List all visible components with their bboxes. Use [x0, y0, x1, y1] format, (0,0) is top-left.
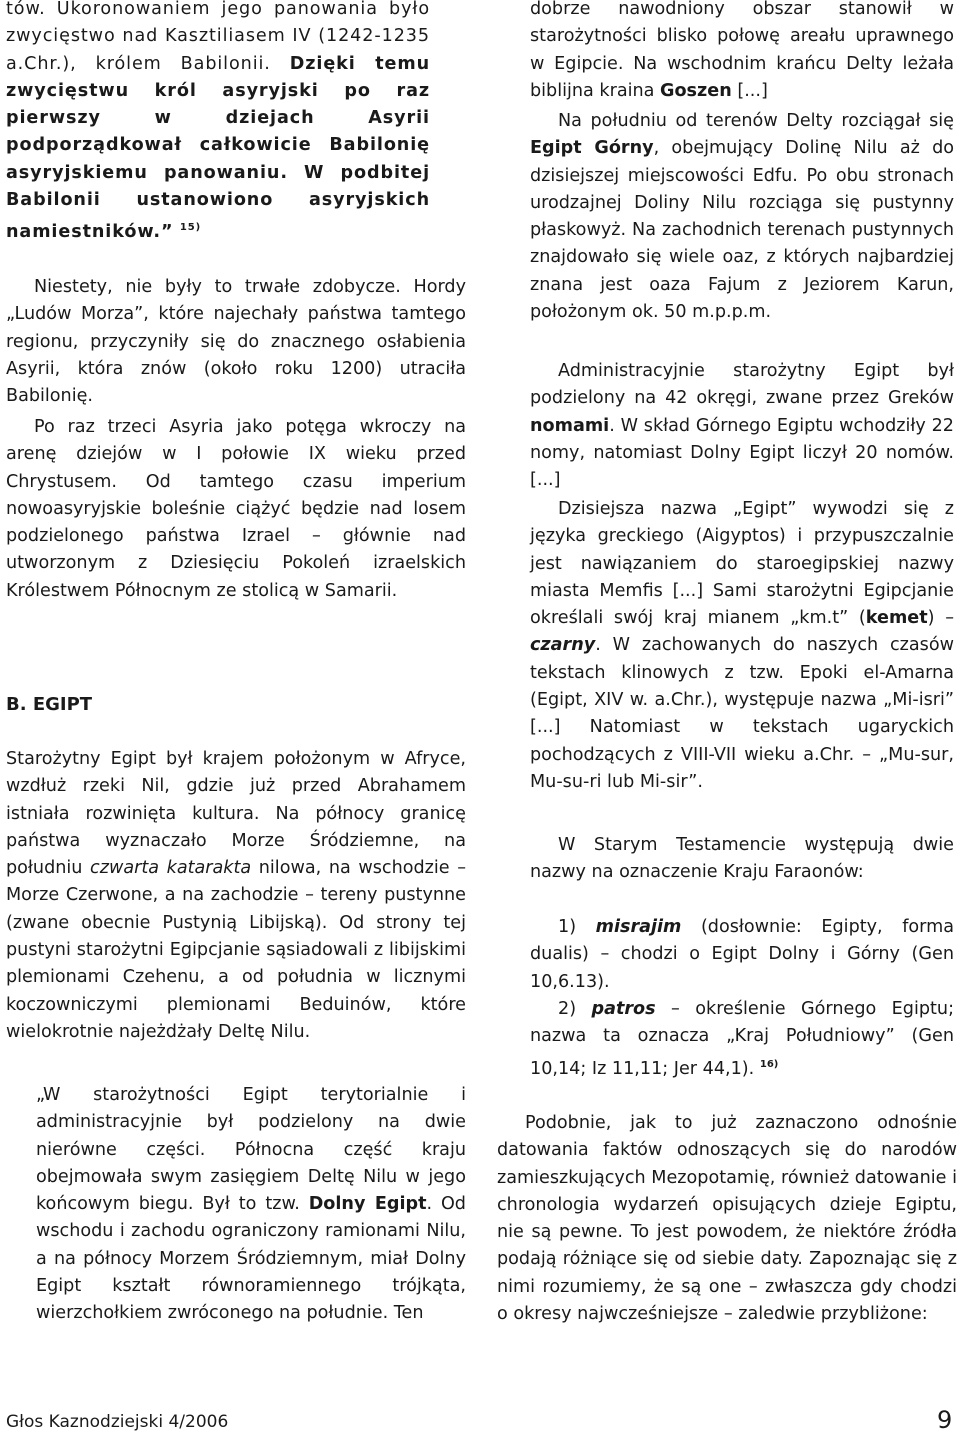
- term-patros: patros: [591, 999, 656, 1019]
- cataract-term: czwarta katarakta: [90, 858, 252, 879]
- section-heading-egipt: B. EGIPT: [6, 694, 93, 715]
- quote-upper-egypt: Na południu od terenów Delty rozciągał się Egipt Górny, obejmujący Dolinę Nilu aż do dzisiejszej miejscowości Edfu. Po obu stronach urodzajnej Doliny Nilu rozciąga się pustynny płaskowyż. Na zachodnich terenach pustynnych znajdowało się wiele oaz, z których najbardziej znana jest oaza Fajum z Jeziorem Karun, położonym ok. 50 m.p.p.m.: [530, 111, 954, 323]
- intro-bold-quote: Dzięki temu zwycięstwu król asyryjski po raz pierwszy w dziejach Asyrii podporządkował całkowicie Babilonię asyryjskiemu panowaniu. W podbitej Babilonii ustanowiono asyryjskich namiestników.”: [6, 53, 430, 243]
- quote-name-egypt: Dzisiejsza nazwa „Egipt” wywodzi się z języka greckiego (Aigyptos) i przypuszczalnie jest nawiązaniem do staroegipskiej nazwy miasta Memfis [...] Sami starożytni Egipcjanie określali swój kraj mianem „km.t” (kemet) – czarny. W zachowanych do naszych czasów tekstach klinowych z tzw. Epoki el-Amarna (Egipt, XIV w. a.Chr.), występuje nazwa „Mi-isri” [...] Natomiast w tekstach ugaryckich pochodzących z VIII-VII wieku a.Chr. – „Mu-sur, Mu-su-ri lub Mi-sir”.: [530, 499, 954, 792]
- term-egipt-gorny: Egipt Górny: [530, 138, 654, 159]
- footnote-ref-16: 16): [759, 1058, 779, 1070]
- footnote-ref-15: 15): [179, 222, 202, 234]
- list-item-misrajim: 1) misrajim (dosłownie: Egipty, forma dualis) – chodzi o Egipt Dolny i Górny (Gen 10,6.13).: [530, 917, 954, 992]
- list-item-patros: 2) patros – określenie Górnego Egiptu; nazwa ta oznacza „Kraj Południowy” (Gen 10,14; Iz 11,11; Jer 44,1). $^{16)}$: [530, 999, 954, 1079]
- term-czarny: czarny: [530, 635, 596, 656]
- paragraph-chronology: Podobnie, jak to już zaznaczono odnośnie datowania faktów odnoszących się do narodów zamieszkujących Mezopotamię, również datowanie i chronologia wydarzeń opisujących dzieje Egiptu, nie są pewne. To jest powodem, że niektóre źródła podają różniące się od siebie daty. Zapoznając się z nimi rozumiemy, że są one – zwłaszcza gdy chodzi o okresy najwcześniejsze – zaledwie przybliżone:: [497, 1113, 957, 1325]
- paragraph-third-rise: Po raz trzeci Asyria jako potęga wkroczy na arenę dziejów w I połowie IX wieku przed Chrystusem. Od tamtego czasu imperium nowoasyryjskie boleśnie ciążyć będzie nad losem podzielonego państwa Izrael – głównie nad utworzonym z Dziesięciu Pokoleń izraelskich Królestwem Północnym ze stolicą w Samarii.: [6, 417, 466, 601]
- quote-ot-names: W Starym Testamencie występują dwie nazwy na oznaczenie Kraju Faraonów:: [530, 835, 954, 883]
- term-nomami: nomami: [530, 415, 610, 436]
- term-kemet: kemet: [865, 608, 928, 629]
- journal-footer: Głos Kaznodziejski 4/2006: [6, 1412, 229, 1432]
- page-number: 9: [937, 1406, 953, 1434]
- quote-lower-egypt: „W starożytności Egipt terytorialnie i administracyjnie był podzielony na dwie nierówne części. Północna część kraju obejmowała swym zasięgiem Deltę Nilu w jego końcowym biegu. Był to tzw. Dolny Egipt. Od wschodu i zachodu ograniczony ramionami Nilu, a na północy Morzem Śródziemnym, miał Dolny Egipt kształt równoramiennego trójkąta, wierzchołkiem zwróconego na południe. Ten: [36, 1085, 466, 1324]
- intro-paragraph: tów. Ukoronowaniem jego panowania było zwycięstwo nad Kasztiliasem IV (1242-1235 a.Chr.), królem Babilonii. Dzięki temu zwycięstwu król asyryjski po raz pierwszy w dziejach Asyrii podporządkował całkowicie Babilonię asyryjskiemu panowaniu. W podbitej Babilonii ustanowiono asyryjskich namiestników.” $^{15)}$: [6, 0, 430, 243]
- quote-goszen: dobrze nawodniony obszar stanowił w starożytności blisko połowę areału uprawnego w Egipcie. Na wschodnim krańcu Delty leżała biblijna kraina Goszen [...]: [530, 0, 954, 101]
- quote-nomes: Administracyjnie starożytny Egipt był podzielony na 42 okręgi, zwane przez Greków nomami. W skład Górnego Egiptu wchodziły 22 nomy, natomiast Dolny Egipt liczył 20 nomów. [...]: [530, 361, 954, 491]
- term-dolny-egipt: Dolny Egipt: [308, 1194, 427, 1215]
- paragraph-sea-peoples: Niestety, nie były to trwałe zdobycze. Hordy „Ludów Morza”, które najechały państwa tamtego regionu, przyczyniły się do znacznego osłabienia Asyrii, która znów (około roku 1200) utraciła Babilonię.: [6, 277, 466, 407]
- paragraph-egypt-intro: Starożytny Egipt był krajem położonym w Afryce, wzdłuż rzeki Nil, gdzie już przed Abrahamem istniała rozwinięta kultura. Na północy granicę państwa wyznaczało Morze Śródziemne, na południu czwarta katarakta nilowa, na wschodzie – Morze Czerwone, a na zachodzie – tereny pustynne (zwane obecnie Pustynią Libijską). Od strony tej pustyni starożytni Egipcjanie sąsiadowali z libijskimi plemionami Czehenu, a od południa w licznymi koczowniczymi plemionami Beduinów, które wielokrotnie najeżdżały Deltę Nilu.: [6, 749, 466, 1042]
- term-misrajim: misrajim: [595, 917, 682, 937]
- term-goszen: Goszen: [660, 80, 732, 101]
